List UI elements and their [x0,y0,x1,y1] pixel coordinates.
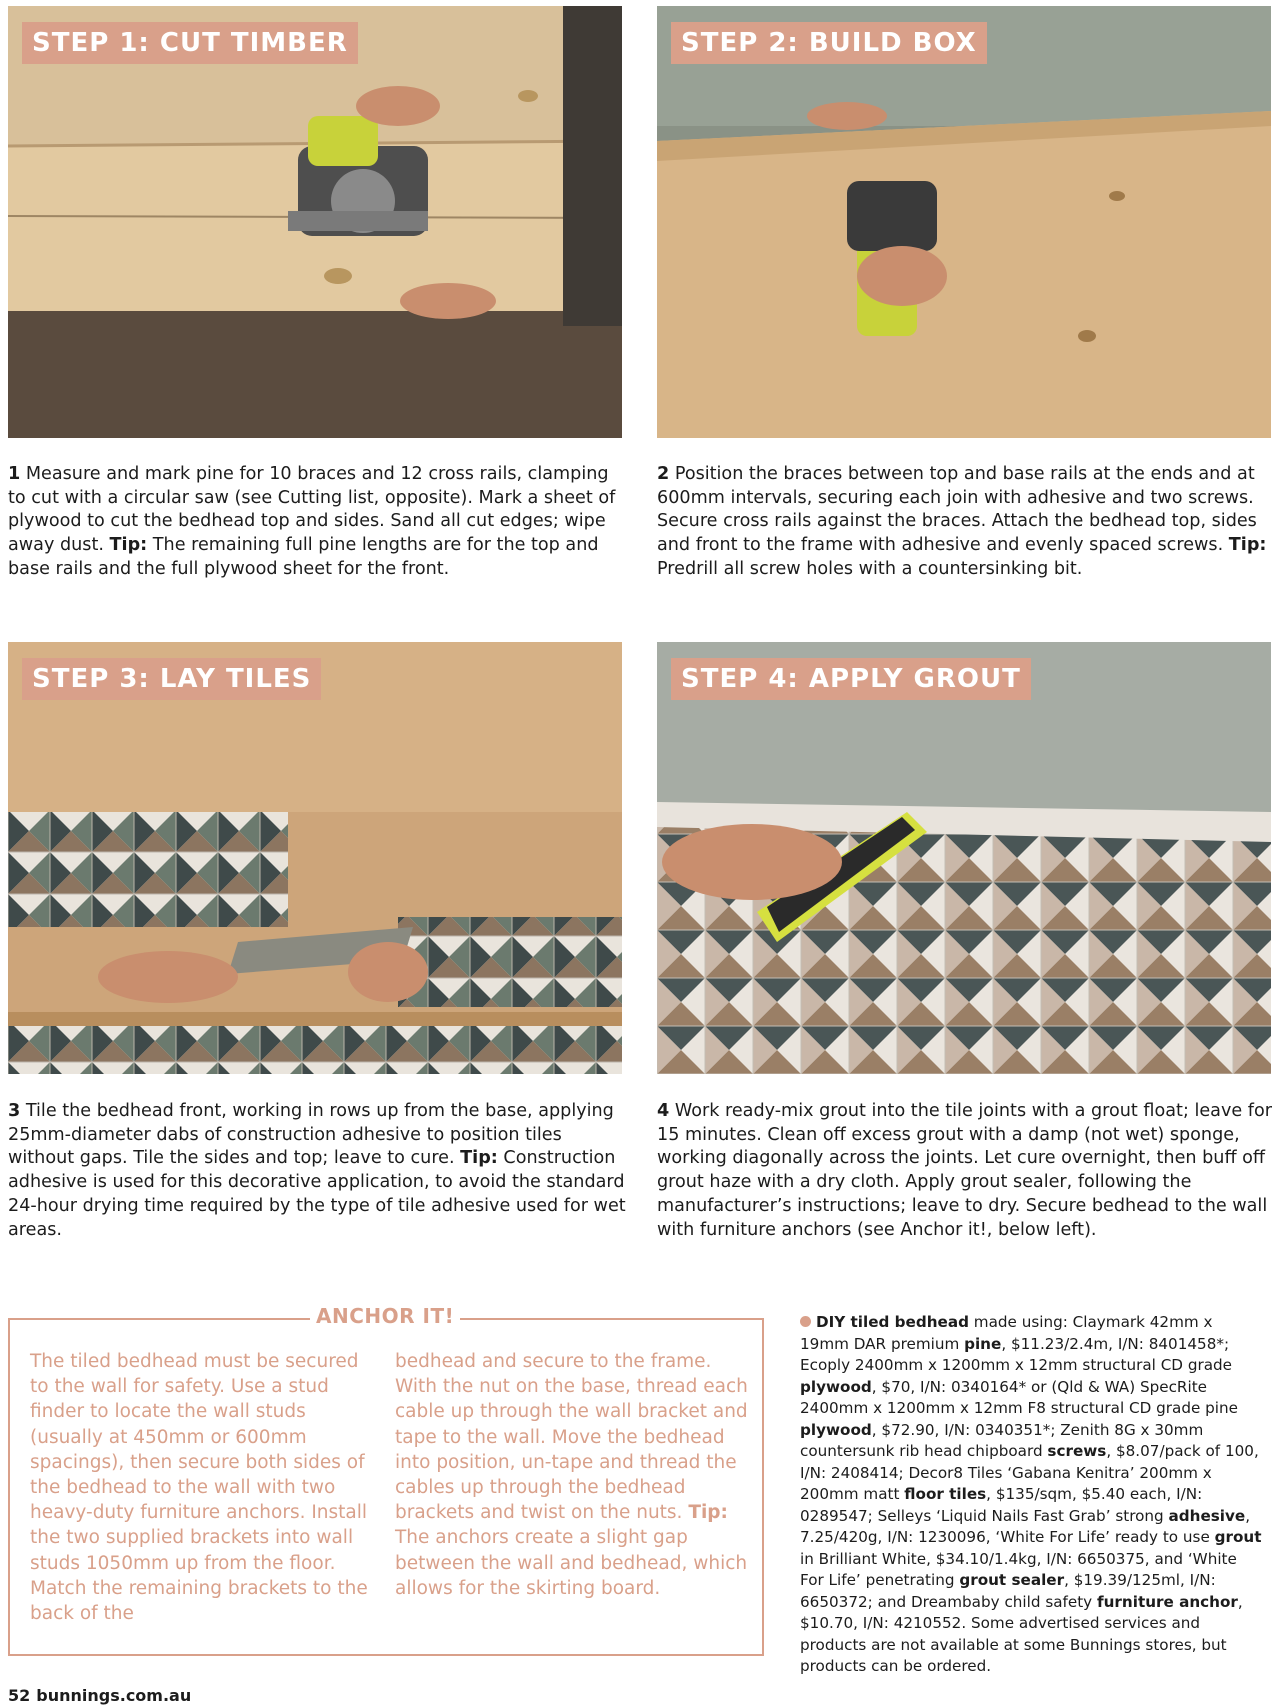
step2-body-b: Predrill all screw holes with a countersinking bit. [657,558,1083,579]
step4-body-a: Work ready-mix grout into the tile joints with a grout float; leave for 15 minutes. Clean off excess grout with a damp (not wet) sponge, working diagonally across the joints. Let cure overnight, then buff off grout haze with a dry cloth. Apply grout sealer, following the manufacturer’s instructions; leave to dry. Secure bedhead to the wall with furniture anchors (see Anchor it!, below left). [657,1101,1272,1240]
materials-bold: furniture anchor [1097,1592,1238,1611]
step2-illustration [657,6,1271,438]
step2-text [657,463,1272,582]
materials-bold: grout [1214,1528,1262,1546]
page-number: 52 [8,1686,31,1705]
materials-bold: adhesive [1168,1506,1246,1525]
materials-text: in Brilliant White, $34.10/1.4kg, I/N: 6650375, and ‘White For Life’ penetrating [800,1549,1237,1589]
materials-text: , $72.90, I/N: 0340351*; Zenith 8G x 30mm countersunk rib head chipboard [800,1420,1204,1460]
materials-list [800,1312,1262,1678]
anchor-it-tip-label: Tip: [688,1502,728,1524]
bullet-dot-icon [800,1316,811,1327]
step1-illustration [8,6,622,438]
step3-text [8,1100,628,1242]
anchor-it-title: ANCHOR IT! [310,1304,460,1328]
step1-body-a: Measure and mark pine for 10 braces and 12 cross rails, clamping to cut with a circular saw (see Cutting list, opposite). Mark a sheet of plywood to cut the bedhead top and sides. Sand all cut edges; wipe away dust. [8,464,616,556]
step2-body-a: Position the braces between top and base rails at the ends and at 600mm intervals, securing each join with adhesive and two screws. Secure cross rails against the braces. Attach the bedhead top, sides and front to the frame with adhesive and evenly spaced screws. [657,464,1257,556]
step2-badge: STEP 2: BUILD BOX [671,22,987,64]
materials-text: , $19.39/125ml, I/N: 6650372; and Dreambaby child safety [800,1571,1216,1611]
page-footer [8,1686,197,1705]
step4-photo [657,642,1271,1074]
step2-tip-label: Tip: [1228,535,1267,556]
materials-heading: DIY tiled bedhead [816,1313,969,1331]
step3-tip-label: Tip: [460,1148,498,1169]
materials-text: , $70, I/N: 0340164* or (Qld & WA) SpecRite 2400mm x 1200mm x 12mm F8 structural CD grade pine [800,1377,1238,1417]
step4-illustration [657,642,1271,1074]
step1-photo [8,6,622,438]
step3-body-a: Tile the bedhead front, working in rows up from the base, applying 25mm-diameter dabs of construction adhesive to position tiles without gaps. Tile the sides and top; leave to cure. [8,1101,614,1169]
step4-text [657,1100,1272,1242]
step2-photo [657,6,1271,438]
materials-bold: screws [1047,1442,1107,1460]
step3-photo [8,642,622,1074]
footer-site-link[interactable]: bunnings.com.au [36,1686,192,1705]
materials-bold: plywood [800,1420,872,1439]
step1-number: 1 [8,464,21,484]
step1-badge: STEP 1: CUT TIMBER [22,22,358,64]
step4-number: 4 [657,1101,670,1121]
materials-text: made using: Claymark 42mm x 19mm DAR premium [800,1313,1213,1353]
anchor-it-col1: The tiled bedhead must be secured to the wall for safety. Use a stud finder to locate the wall studs (usually at 450mm or 600mm spacings), then secure both sides of the bedhead to the wall with two heavy-duty furniture anchors. Install the two supplied brackets into wall studs 1050mm up from the floor. Match the remaining brackets to the back of the [30,1351,368,1625]
step2-number: 2 [657,464,670,484]
step3-body-b: Construction adhesive is used for this decorative application, to avoid the standard 24-hour drying time required by the type of tile adhesive used for wet areas. [8,1148,626,1240]
materials-text: , $11.23/2.4m, I/N: 8401458*; Ecoply 2400mm x 1200mm x 12mm structural CD grade [800,1334,1232,1374]
anchor-it-col2-a: bedhead and secure to the frame. With the nut on the base, thread each cable up through the wall bracket and tape to the wall. Move the bedhead into position, un-tape and thread the cables up through the bedhead brackets and twist on the nuts. [395,1351,748,1524]
materials-bold: floor tiles [904,1485,987,1503]
step1-body-b: The remaining full pine lengths are for the top and base rails and the full plywood sheet for the front. [8,535,599,579]
materials-text: , $10.70, I/N: 4210552. Some advertised services and products are not available at some Bunnings stores, but products can be ordered. [800,1592,1243,1675]
anchor-it-col2-b: The anchors create a slight gap between the wall and bedhead, which allows for the skirting board. [395,1527,748,1599]
step1-text [8,463,628,582]
step4-badge: STEP 4: APPLY GROUT [671,658,1031,700]
materials-bold: plywood [800,1377,872,1396]
step3-badge: STEP 3: LAY TILES [22,658,321,700]
anchor-it-col2 [395,1349,750,1601]
materials-text: , 7.25/420g, I/N: 1230096, ‘White For Life’ ready to use [800,1506,1251,1546]
step3-number: 3 [8,1101,21,1121]
materials-bold: grout sealer [959,1571,1065,1589]
step3-illustration [8,642,622,1074]
step1-tip-label: Tip: [109,535,148,556]
materials-text: , $8.07/pack of 100, I/N: 2408414; Decor8 Tiles ‘Gabana Kenitra’ 200mm x 200mm matt [800,1442,1259,1503]
materials-bold: pine [964,1334,1002,1353]
materials-text: , $135/sqm, $5.40 each, I/N: 0289547; Selleys ‘Liquid Nails Fast Grab’ strong [800,1485,1203,1525]
